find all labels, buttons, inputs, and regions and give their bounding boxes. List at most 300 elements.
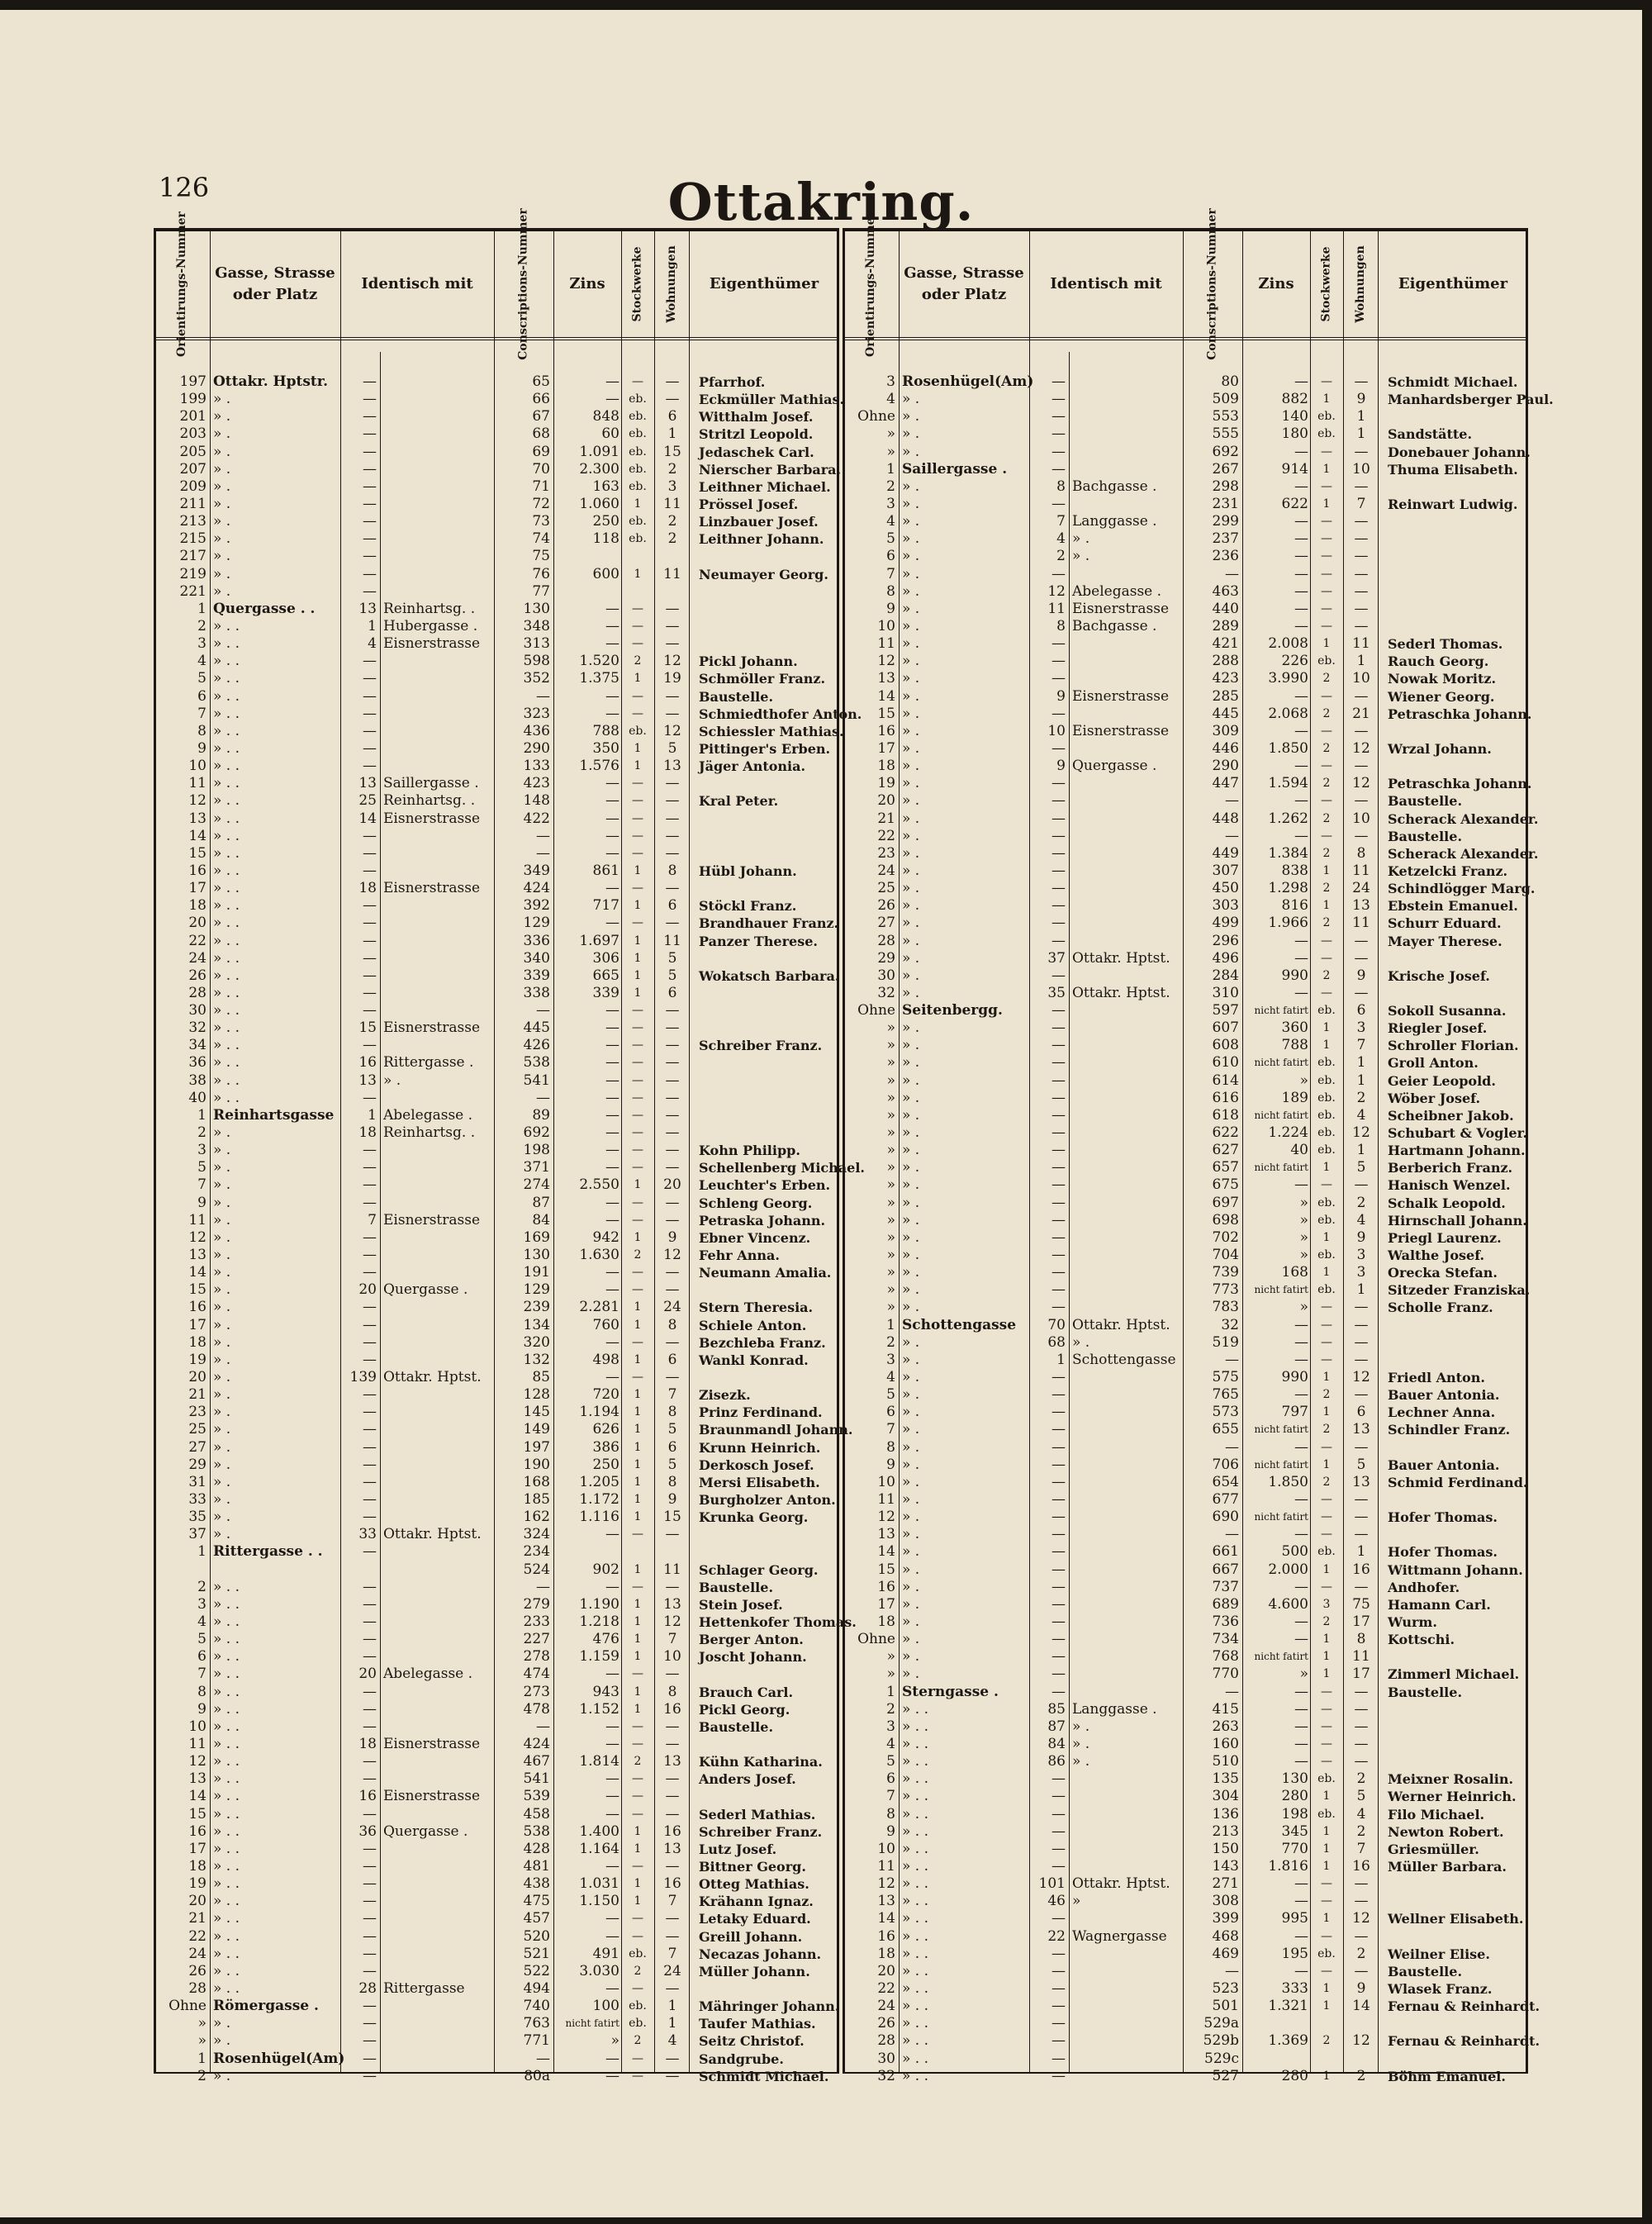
cell-owner: Lechner Anna. [1388, 1404, 1496, 1421]
table-row [843, 670, 1528, 687]
cell-zins: — [605, 2050, 620, 2067]
table-row [843, 601, 1528, 618]
cell-owner: Berberich Franz. [1388, 1160, 1513, 1176]
cell-wohnungen: — [1354, 1386, 1369, 1404]
cell-zins: — [605, 1788, 620, 1805]
cell-wohnungen: 1 [1356, 1072, 1366, 1089]
table-row [843, 1054, 1528, 1072]
cell-owner: Kühn Katharina. [699, 1754, 823, 1770]
cell-nr: 13 [188, 1770, 206, 1788]
cell-nr: 28 [877, 2032, 895, 2050]
table-row [154, 740, 839, 758]
cell-ident-nr: — [363, 1910, 377, 1927]
cell-zins: — [605, 1002, 620, 1019]
cell-conscription: 289 [1212, 617, 1239, 634]
cell-wohnungen: 17 [1352, 1613, 1370, 1630]
cell-conscription: 71 [532, 478, 550, 495]
cell-zins: — [605, 1735, 620, 1752]
cell-owner: Stein Josef. [699, 1596, 783, 1613]
cell-wohnungen: 20 [663, 1176, 681, 1194]
cell-wohnungen: 7 [667, 1893, 677, 1910]
cell-zins: 1.116 [579, 1509, 620, 1526]
cell-wohnungen: 6 [667, 897, 677, 915]
cell-owner: Jedaschek Carl. [699, 444, 814, 460]
cell-owner: Eckmüller Mathias. [699, 392, 845, 408]
cell-wohnungen: 9 [667, 1228, 677, 1246]
cell-zins: — [605, 1770, 620, 1788]
cell-owner: Hirnschall Johann. [1388, 1212, 1527, 1228]
cell-nr: 13 [877, 670, 895, 687]
cell-zins: nicht fatirt [1254, 1511, 1308, 1523]
cell-zins: 1.630 [579, 1247, 620, 1264]
cell-conscription: 450 [1212, 880, 1239, 897]
cell-ident-nr: — [363, 1351, 377, 1368]
table-row [843, 1212, 1528, 1229]
cell-conscription: 523 [1212, 1979, 1239, 1997]
cell-conscription: 575 [1212, 1369, 1239, 1386]
cell-owner: Sokoll Susanna. [1388, 1003, 1507, 1019]
cell-wohnungen: — [665, 635, 680, 653]
cell-conscription: 69 [532, 443, 550, 460]
header-label: Identisch mit [361, 275, 473, 292]
cell-zins: 100 [592, 1998, 620, 2015]
cell-nr: Ohne [857, 1631, 895, 1648]
cell-stockwerke: eb. [1317, 1545, 1336, 1559]
cell-street: » . . [213, 915, 240, 932]
cell-conscription: 481 [523, 1857, 550, 1875]
cell-zins: 130 [1281, 1770, 1308, 1788]
cell-street: » . [902, 1106, 920, 1124]
cell-owner: Meixner Rosalin. [1388, 1771, 1514, 1788]
cell-ident-street: Ottakr. Hptst. [1072, 984, 1170, 1001]
cell-conscription: 449 [1212, 844, 1239, 862]
cell-nr: 5 [886, 530, 895, 548]
cell-nr: » [886, 1106, 895, 1124]
cell-conscription: 296 [1212, 932, 1239, 949]
cell-nr: 211 [179, 495, 206, 512]
cell-ident-nr: — [1051, 1857, 1066, 1875]
cell-ident-nr: — [1051, 844, 1066, 862]
cell-nr: 9 [886, 600, 895, 617]
cell-street: » . [902, 425, 920, 443]
cell-ident-nr: — [1051, 1089, 1066, 1106]
cell-nr: 12 [877, 1875, 895, 1893]
cell-stockwerke: — [632, 1528, 643, 1542]
cell-zins: — [1294, 1753, 1308, 1770]
table-row [154, 1841, 839, 1858]
table-row [843, 1543, 1528, 1561]
cell-stockwerke: 1 [634, 759, 642, 773]
cell-stockwerke: 1 [634, 1300, 642, 1314]
header-label: Zins [1258, 275, 1294, 292]
cell-owner: Wankl Konrad. [699, 1352, 809, 1368]
cell-stockwerke: 1 [634, 1702, 642, 1716]
cell-conscription: 323 [523, 705, 550, 722]
cell-nr: 24 [188, 949, 206, 967]
cell-nr: 7 [886, 1421, 895, 1438]
cell-owner: Schmidt Michael. [699, 2068, 829, 2084]
cell-street: » . [213, 1386, 231, 1404]
cell-stockwerke: eb. [629, 515, 647, 529]
cell-owner: Wrzal Johann. [1388, 740, 1492, 757]
table-row [154, 1875, 839, 1893]
cell-stockwerke: 1 [634, 1440, 642, 1454]
cell-nr: 5 [197, 670, 206, 687]
cell-wohnungen: 16 [663, 1822, 681, 1840]
cell-stockwerke: 2 [1322, 706, 1331, 720]
cell-zins: — [605, 1927, 620, 1945]
cell-wohnungen: 8 [1356, 1631, 1366, 1648]
cell-street: » . [902, 1421, 920, 1438]
cell-owner: Greill Johann. [699, 1928, 803, 1945]
cell-owner: Bittner Georg. [699, 1858, 806, 1875]
cell-conscription: 132 [523, 1351, 550, 1368]
table-row [843, 844, 1539, 863]
cell-stockwerke: 1 [1322, 1789, 1331, 1803]
cell-nr: 20 [188, 1369, 206, 1386]
cell-nr: 14 [188, 1264, 206, 1281]
cell-street: » . . [213, 1945, 240, 1962]
rows-left [154, 373, 865, 2085]
cell-conscription: — [1225, 1962, 1239, 1979]
table-row [154, 810, 839, 828]
table-row [154, 1526, 839, 1543]
cell-nr: 5 [197, 1631, 206, 1648]
cell-ident-nr: — [363, 1438, 377, 1456]
cell-nr: 30 [877, 2050, 895, 2067]
cell-stockwerke: 1 [634, 1388, 642, 1402]
cell-ident-street: Eisnerstrasse [1072, 722, 1170, 739]
table-row [843, 2015, 1528, 2032]
cell-conscription: 474 [523, 1666, 550, 1683]
table-row [843, 461, 1528, 478]
cell-zins: — [1294, 1613, 1308, 1630]
cell-street: » . . [213, 1666, 240, 1683]
cell-ident-street: Rittergasse [383, 1979, 465, 1997]
cell-owner: Wlasek Franz. [1388, 1980, 1493, 1997]
cell-street: » . [902, 1142, 920, 1159]
table-row [843, 1247, 1528, 1264]
cell-zins: 1.576 [579, 758, 620, 775]
cell-stockwerke: eb. [629, 392, 647, 406]
cell-wohnungen: — [665, 1054, 680, 1072]
cell-zins: — [1294, 984, 1308, 1001]
header-nr [843, 211, 899, 357]
cell-street: » . . [213, 827, 240, 844]
header-label: Orientirungs-Nummer [864, 211, 877, 357]
cell-conscription: 422 [523, 810, 550, 827]
cell-wohnungen: 11 [663, 932, 681, 949]
cell-wohnungen: 13 [663, 1840, 681, 1857]
table-row [843, 548, 1528, 565]
cell-owner: Andhofer. [1388, 1579, 1460, 1595]
cell-zins: 1.172 [579, 1491, 620, 1508]
cell-conscription: 440 [1212, 600, 1239, 617]
cell-ident-nr: — [1051, 1106, 1066, 1124]
cell-owner: Griesmüller. [1388, 1841, 1479, 1857]
cell-zins: — [1294, 1316, 1308, 1333]
cell-owner: Petraschka Johann. [1388, 776, 1532, 792]
cell-wohnungen: — [1354, 1491, 1369, 1508]
cell-wohnungen: — [1354, 1893, 1369, 1910]
cell-stockwerke: — [1321, 619, 1332, 633]
cell-ident-nr: — [363, 478, 377, 495]
cell-stockwerke: 1 [1322, 637, 1331, 651]
cell-wohnungen: 7 [667, 1386, 677, 1404]
cell-stockwerke: — [1321, 1894, 1332, 1908]
table-row [843, 408, 1528, 425]
cell-wohnungen: 5 [667, 739, 677, 757]
cell-nr: 15 [188, 844, 206, 862]
cell-ident-nr: — [363, 1299, 377, 1316]
cell-owner: Mayer Therese. [1388, 933, 1502, 949]
cell-owner: Scholle Franz. [1388, 1300, 1493, 1316]
cell-stockwerke: — [1321, 1737, 1332, 1751]
cell-street: » . . [213, 705, 240, 722]
cell-ident-nr: 1 [1056, 1351, 1066, 1368]
cell-owner: Ebstein Emanuel. [1388, 898, 1518, 915]
cell-stockwerke: 1 [634, 1877, 642, 1891]
cell-conscription: 273 [523, 1683, 550, 1700]
table-row [843, 1107, 1528, 1124]
cell-stockwerke: — [632, 1108, 643, 1122]
cell-conscription: — [536, 1578, 550, 1595]
cell-wohnungen: 9 [1356, 967, 1366, 984]
table-row [154, 566, 839, 583]
cell-stockwerke: 1 [634, 1632, 642, 1647]
cell-ident-nr: 18 [358, 1735, 377, 1752]
cell-stockwerke: 1 [634, 951, 642, 965]
cell-conscription: 75 [532, 548, 550, 565]
cell-ident-nr: — [1051, 1281, 1066, 1299]
cell-conscription: 263 [1212, 1718, 1239, 1735]
table-row [154, 863, 839, 880]
cell-ident-nr: 20 [358, 1281, 377, 1299]
cell-zins: — [605, 1578, 620, 1595]
cell-zins: — [605, 915, 620, 932]
cell-nr: » [886, 1247, 895, 1264]
cell-ident-street: » . [383, 1072, 401, 1089]
cell-conscription: 616 [1212, 1089, 1239, 1106]
cell-ident-nr: 8 [1056, 617, 1066, 634]
table-row [843, 1369, 1528, 1386]
cell-ident-street: Quergasse . [1072, 758, 1157, 775]
cell-owner: Derkosch Josef. [699, 1457, 814, 1473]
cell-nr: 199 [179, 391, 206, 408]
cell-conscription: 698 [1212, 1211, 1239, 1228]
cell-ident-nr: — [363, 1176, 377, 1194]
cell-conscription: — [536, 1718, 550, 1735]
table-row [843, 1998, 1540, 2015]
cell-zins: 882 [1281, 391, 1308, 408]
cell-ident-nr: — [363, 1491, 377, 1508]
cell-ident-street: Ottakr. Hptst. [383, 1526, 482, 1543]
cell-ident-nr: — [1051, 792, 1066, 810]
cell-stockwerke: — [1321, 986, 1332, 1000]
cell-wohnungen: 1 [1356, 1543, 1366, 1561]
cell-zins: » [1299, 1666, 1308, 1683]
cell-stockwerke: 1 [634, 1475, 642, 1489]
cell-owner: Schmöller Franz. [699, 671, 826, 687]
table-row [843, 1264, 1528, 1281]
cell-ident-nr: — [1051, 1054, 1066, 1072]
cell-stockwerke: — [632, 601, 643, 615]
cell-stockwerke: 1 [634, 567, 642, 581]
cell-wohnungen: — [1354, 1438, 1369, 1456]
table-row [843, 635, 1528, 653]
cell-ident-street: Langgasse . [1072, 1700, 1157, 1718]
cell-zins: — [605, 1072, 620, 1089]
cell-wohnungen: — [665, 915, 680, 932]
cell-wohnungen: 2 [667, 530, 677, 548]
cell-ident-street: Eisnerstrasse [383, 1735, 481, 1752]
cell-wohnungen: — [1354, 548, 1369, 565]
cell-conscription: 371 [523, 1159, 550, 1176]
cell-nr: 18 [877, 1613, 895, 1630]
cell-zins: » [1299, 1228, 1308, 1246]
cell-street: » . [902, 653, 920, 670]
cell-wohnungen: 2 [1356, 1822, 1366, 1840]
cell-wohnungen: 2 [1356, 1770, 1366, 1788]
cell-street: » . . [213, 1718, 240, 1735]
cell-street: » . [902, 1211, 920, 1228]
cell-owner: Pickl Johann. [699, 653, 798, 670]
cell-stockwerke: — [1321, 375, 1332, 388]
cell-ident-nr: — [1051, 408, 1066, 425]
cell-street: » . . [902, 1998, 929, 2015]
cell-ident-street: » . [1072, 1735, 1090, 1752]
cell-street: » . [902, 1561, 920, 1578]
cell-street: Rittergasse . . [213, 1543, 323, 1561]
cell-nr: 40 [188, 1089, 206, 1106]
cell-street: » . . [902, 2067, 929, 2084]
cell-nr: 14 [188, 1788, 206, 1805]
cell-wohnungen: — [665, 1124, 680, 1142]
cell-wohnungen: — [665, 1072, 680, 1089]
cell-stockwerke: — [632, 1021, 643, 1035]
cell-zins: 797 [1281, 1404, 1308, 1421]
cell-wohnungen: — [1354, 1962, 1369, 1979]
cell-wohnungen: — [1354, 582, 1369, 600]
cell-stockwerke: — [632, 1912, 643, 1926]
table-row [154, 1195, 839, 1212]
cell-zins: 2.008 [1268, 635, 1308, 653]
cell-street: Rosenhügel(Am) [213, 2050, 345, 2067]
cell-conscription: 655 [1212, 1421, 1239, 1438]
cell-stockwerke: 1 [634, 1650, 642, 1664]
cell-ident-nr: — [1051, 1561, 1066, 1578]
cell-wohnungen: — [1354, 758, 1369, 775]
cell-conscription: 85 [532, 1369, 550, 1386]
cell-conscription: 737 [1212, 1578, 1239, 1595]
cell-nr: 29 [877, 949, 895, 967]
cell-stockwerke: — [1321, 1178, 1332, 1192]
cell-street: » . [902, 670, 920, 687]
cell-ident-nr: — [1051, 1473, 1066, 1490]
cell-owner: Riegler Josef. [1388, 1020, 1488, 1037]
cell-nr: 4 [886, 1735, 895, 1752]
cell-nr: 22 [188, 932, 206, 949]
cell-stockwerke: 1 [634, 741, 642, 755]
cell-zins: — [605, 705, 620, 722]
cell-zins: 861 [592, 862, 620, 879]
table-row [154, 530, 839, 548]
cell-ident-nr: — [363, 1456, 377, 1473]
table-row [843, 1019, 1528, 1037]
cell-ident-nr: — [1051, 1822, 1066, 1840]
cell-stockwerke: eb. [629, 427, 647, 441]
cell-wohnungen: — [1354, 1683, 1369, 1700]
cell-stockwerke: — [1321, 1318, 1332, 1332]
cell-ident-nr: — [363, 443, 377, 460]
cell-nr: 11 [877, 1857, 895, 1875]
cell-zins: — [605, 1054, 620, 1072]
header-label: Identisch mit [1050, 275, 1162, 292]
cell-nr: 13 [877, 1526, 895, 1543]
cell-zins: — [1294, 827, 1308, 844]
table-row [843, 653, 1528, 670]
table-row [154, 1596, 839, 1613]
cell-wohnungen: — [1354, 1927, 1369, 1945]
header-label: Stockwerke [1320, 246, 1333, 322]
cell-stockwerke: — [1321, 479, 1332, 493]
cell-conscription: 150 [1212, 1840, 1239, 1857]
table-row [154, 2032, 839, 2050]
cell-nr: 16 [877, 1578, 895, 1595]
cell-owner: Hofer Thomas. [1388, 1509, 1498, 1526]
cell-wohnungen: 5 [667, 949, 677, 967]
cell-nr: 11 [188, 1735, 206, 1752]
cell-street: » . . [213, 1613, 240, 1630]
cell-wohnungen: 19 [663, 670, 681, 687]
cell-zins: — [1294, 1491, 1308, 1508]
header-ident [340, 233, 494, 335]
cell-zins: 848 [592, 408, 620, 425]
cell-stockwerke: 1 [634, 1824, 642, 1838]
cell-conscription: 415 [1212, 1700, 1239, 1718]
cell-zins: 250 [592, 513, 620, 530]
cell-zins: — [605, 792, 620, 810]
cell-stockwerke: — [1321, 532, 1332, 546]
cell-stockwerke: 1 [634, 1423, 642, 1437]
cell-conscription: 290 [523, 739, 550, 757]
cell-stockwerke: — [1321, 1440, 1332, 1454]
cell-zins: — [1294, 949, 1308, 967]
cell-owner: Friedl Anton. [1388, 1370, 1485, 1386]
cell-ident-nr: — [363, 1700, 377, 1718]
cell-ident-nr: — [1051, 635, 1066, 653]
cell-street: » . . [902, 1945, 929, 1962]
cell-zins: — [605, 1805, 620, 1822]
cell-ident-nr: — [1051, 1543, 1066, 1561]
cell-ident-nr: 7 [368, 1211, 377, 1228]
cell-conscription: 80a [524, 2067, 550, 2084]
cell-ident-nr: — [1051, 1683, 1066, 1700]
cell-wohnungen: 7 [1356, 495, 1366, 512]
cell-street: » . . [902, 2032, 929, 2050]
cell-ident-nr: — [363, 844, 377, 862]
cell-nr: 20 [877, 792, 895, 810]
cell-owner: Krunka Georg. [699, 1509, 809, 1526]
cell-stockwerke: 1 [634, 1841, 642, 1856]
cell-nr: 2 [197, 1578, 206, 1595]
cell-stockwerke: 1 [1322, 1161, 1331, 1175]
cell-street: » . [213, 2015, 231, 2032]
cell-stockwerke: eb. [1317, 1772, 1336, 1786]
cell-ident-nr: — [363, 425, 377, 443]
cell-ident-nr: 4 [368, 635, 377, 653]
cell-stockwerke: 1 [1322, 1405, 1331, 1419]
